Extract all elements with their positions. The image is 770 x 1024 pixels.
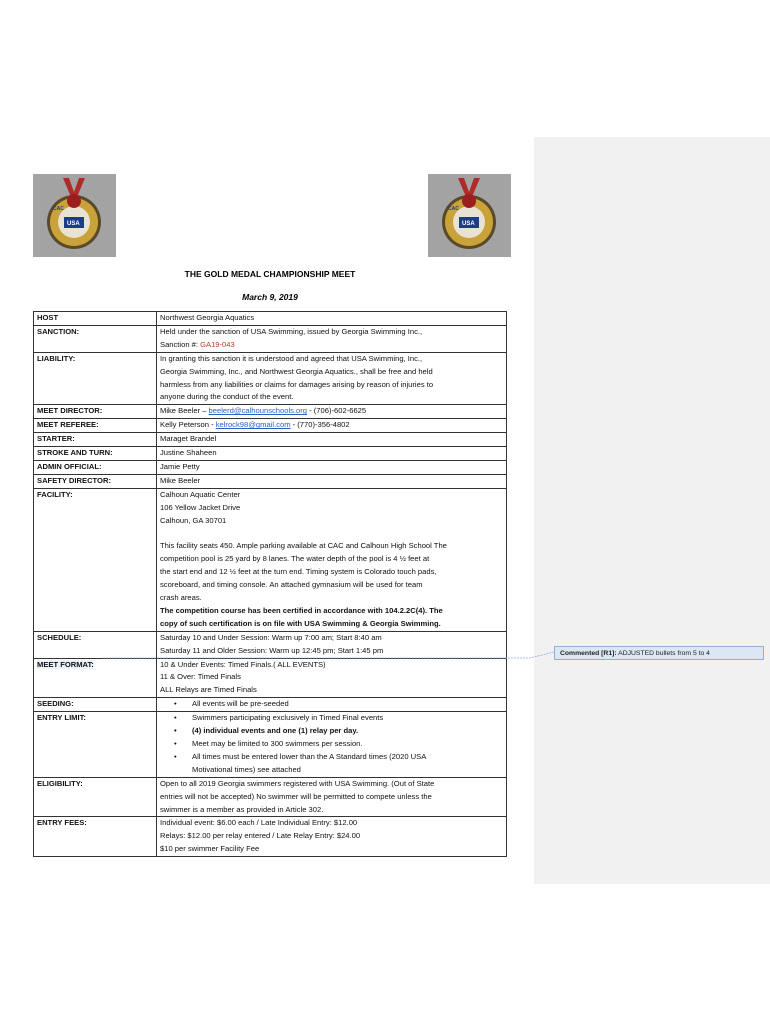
meet-referee-label: MEET REFEREE:: [34, 419, 157, 433]
facility-address-line: 106 Yellow Jacket Drive: [160, 502, 241, 512]
admin-official-label: ADMIN OFFICIAL:: [34, 460, 157, 474]
stroke-turn-label: STROKE AND TURN:: [34, 447, 157, 461]
facility-value: [157, 488, 507, 631]
row-meet-director: [34, 405, 507, 419]
liability-line: Georgia Swimming, Inc., and Northwest Georgia Aquatics., shall be free and held: [160, 366, 433, 376]
comment-margin-pane: [534, 137, 770, 884]
liability-line: harmless from any liabilities or claims for damages arising by reason of injuries to: [160, 379, 434, 389]
gold-medal-logo-right: [428, 174, 511, 257]
svg-text:USA: USA: [462, 221, 475, 227]
host-label: HOST: [34, 312, 157, 326]
meet-format-label: [34, 658, 157, 698]
comment-balloon[interactable]: [554, 646, 764, 660]
meet-format-line: 11 & Over: Timed Finals: [160, 672, 241, 682]
entry-fees-value: [157, 817, 507, 857]
row-schedule: [34, 631, 507, 658]
entry-fees-line: Relays: $12.00 per relay entered / Late Relay Entry: $24.00: [160, 831, 361, 841]
entry-fees-label: ENTRY FEES:: [34, 817, 157, 857]
sanction-label: SANCTION:: [34, 325, 157, 352]
eligibility-value: [157, 777, 507, 817]
row-meet-referee: [34, 419, 507, 433]
entry-limit-bullet-text: All times must be entered lower than the A Standard times (2020 USA: [192, 751, 427, 761]
admin-official-value: Jamie Petty: [157, 460, 507, 474]
meet-director-label: MEET DIRECTOR:: [34, 405, 157, 419]
eligibility-line: entries will not be accepted) No swimmer will be permitted to compete unless the: [160, 791, 432, 801]
referee-phone: - (770)-356-4802: [290, 420, 350, 430]
row-stroke-turn: [34, 447, 507, 461]
safety-director-label: SAFETY DIRECTOR:: [34, 474, 157, 488]
row-entry-limit: [34, 712, 507, 778]
row-sanction: [34, 325, 507, 352]
referee-email-link[interactable]: kelrock98@gmail.com: [215, 420, 291, 430]
starter-value: Maraget Brandel: [157, 433, 507, 447]
facility-description-line: This facility seats 450. Ample parking available at CAC and Calhoun High School The: [160, 541, 447, 551]
entry-limit-label: ENTRY LIMIT:: [34, 712, 157, 778]
seeding-value: [157, 698, 507, 712]
svg-text:USA: USA: [67, 221, 80, 227]
row-eligibility: [34, 777, 507, 817]
facility-description-line: competition pool is 25 yard by 8 lanes. The water depth of the pool is 4 ½ feet at: [160, 554, 430, 564]
facility-address-line: Calhoun Aquatic Center: [160, 489, 241, 499]
eligibility-line: Open to all 2019 Georgia swimmers registered with USA Swimming. (Out of State: [160, 778, 435, 788]
safety-director-value: Mike Beeler: [157, 474, 507, 488]
liability-line: anyone during the conduct of the event.: [160, 392, 294, 402]
entry-fees-line: $10 per swimmer Facility Fee: [160, 844, 260, 854]
schedule-line: Saturday 10 and Under Session: Warm up 7:00 am; Start 8:40 am: [160, 632, 382, 642]
director-email-link[interactable]: beelerd@calhounschools.org: [208, 406, 308, 416]
entry-limit-bullet: • (4) individual events and one (1) relay per day.: [174, 725, 504, 738]
eligibility-label: ELIGIBILITY:: [34, 777, 157, 817]
meet-format-line: ALL Relays are Timed Finals: [160, 685, 257, 695]
facility-description-line: scoreboard, and timing console. An attached gymnasium will be used for team: [160, 580, 423, 590]
schedule-line: Saturday 11 and Older Session: Warm up 12:45 pm; Start 1:45 pm: [160, 645, 384, 655]
liability-label: LIABILITY:: [34, 352, 157, 405]
host-value: Northwest Georgia Aquatics: [157, 312, 507, 326]
facility-description-line: crash areas.: [160, 593, 202, 603]
starter-label: STARTER:: [34, 433, 157, 447]
meet-format-line: 10 & Under Events: Timed Finals.( ALL EVENTS): [160, 659, 326, 669]
entry-limit-value: [157, 712, 507, 778]
entry-fees-line: Individual event: $6.00 each / Late Individual Entry: $12.00: [160, 818, 358, 828]
row-safety-director: [34, 474, 507, 488]
svg-text:CAC: CAC: [448, 206, 459, 212]
entry-limit-bullet-text-cont: Motivational times) see attached: [192, 764, 301, 774]
entry-limit-bullet: • Meet may be limited to 300 swimmers per session.: [174, 738, 504, 751]
sanction-prefix: Sanction #:: [160, 339, 201, 349]
seeding-bullet: • All events will be pre-seeded: [174, 698, 504, 711]
schedule-value: [157, 631, 507, 658]
stroke-turn-value: Justine Shaheen: [157, 447, 507, 461]
sanction-line: Held under the sanction of USA Swimming, issued by Georgia Swimming Inc.,: [160, 326, 423, 336]
seeding-label: SEEDING:: [34, 698, 157, 712]
facility-certification-line: copy of such certification is on file with USA Swimming & Georgia Swimming.: [160, 618, 441, 628]
row-meet-format: [34, 658, 507, 698]
gold-medal-logo-left: [33, 174, 116, 257]
director-name: Mike Beeler –: [160, 406, 209, 416]
meet-title: THE GOLD MEDAL CHAMPIONSHIP MEET: [184, 269, 356, 279]
facility-address-line: Calhoun, GA 30701: [160, 515, 227, 525]
row-host: [34, 312, 507, 326]
row-starter: [34, 433, 507, 447]
meet-format-value: [157, 658, 507, 698]
referee-name: Kelly Peterson -: [160, 420, 216, 430]
row-admin-official: [34, 460, 507, 474]
sanction-value: [157, 325, 507, 352]
comment-text: ADJUSTED bullets from 5 to 4: [616, 650, 710, 657]
meet-info-table: [33, 311, 507, 857]
row-liability: [34, 352, 507, 405]
schedule-label: SCHEDULE:: [34, 631, 157, 658]
entry-limit-bullet: • Swimmers participating exclusively in Timed Final events: [174, 712, 504, 725]
comment-tag: Commented [R1]:: [560, 650, 617, 657]
liability-value: [157, 352, 507, 405]
meet-referee-value: [157, 419, 507, 433]
row-seeding: [34, 698, 507, 712]
entry-limit-bullet: [174, 751, 504, 777]
director-phone: - (706)-602-6625: [307, 406, 367, 416]
facility-certification-line: The competition course has been certified in accordance with 104.2.2C(4). The: [160, 605, 443, 615]
row-facility: [34, 488, 507, 631]
eligibility-line: swimmer is a member as provided in Article 302.: [160, 804, 324, 814]
sanction-number: GA19-043: [200, 339, 235, 349]
liability-line: In granting this sanction it is understood and agreed that USA Swimming, Inc.,: [160, 353, 423, 363]
meet-format-label-text[interactable]: MEET FORMAT:: [37, 659, 94, 669]
svg-text:CAC: CAC: [53, 206, 64, 212]
meet-director-value: [157, 405, 507, 419]
facility-description-line: the start end and 12 ½ feet at the turn end. Timing system is Colorado touch pads,: [160, 567, 437, 577]
facility-label: FACILITY:: [34, 488, 157, 631]
row-entry-fees: [34, 817, 507, 857]
meet-date: March 9, 2019: [242, 292, 298, 302]
